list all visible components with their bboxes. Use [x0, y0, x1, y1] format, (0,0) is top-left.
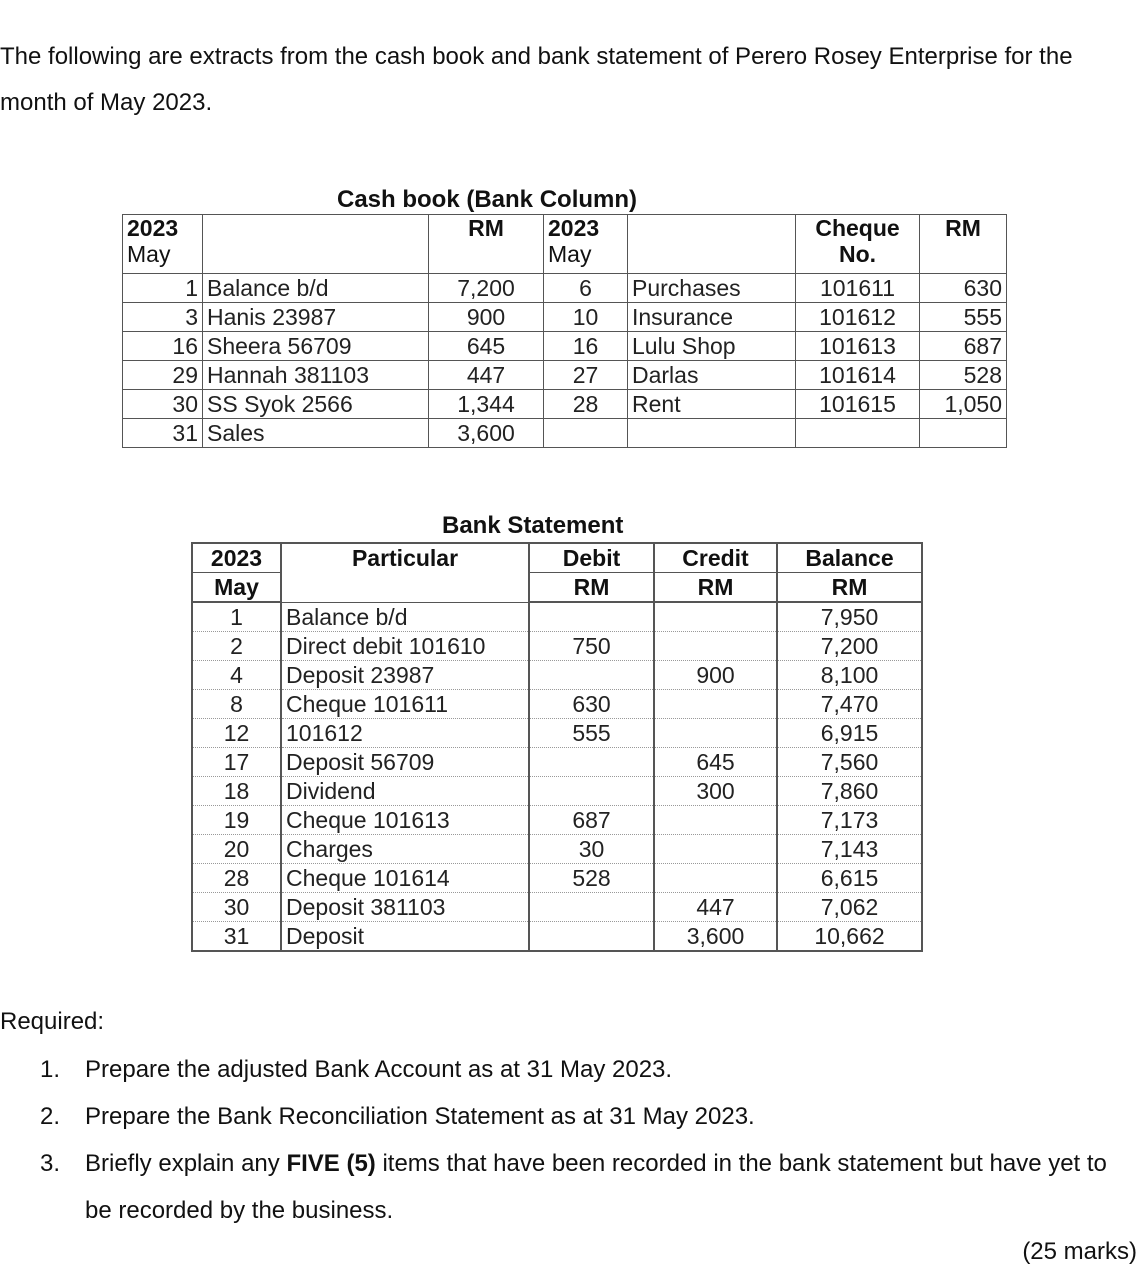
debit-amount-cell: 645: [429, 332, 544, 361]
cash-book-rm-header-right: RM: [920, 215, 1007, 274]
debit-date-cell: 16: [123, 332, 203, 361]
debit-cell: [529, 661, 654, 690]
debit-date-cell: 3: [123, 303, 203, 332]
date-cell: 1: [192, 602, 281, 632]
date-cell: 28: [192, 864, 281, 893]
marks-label: (25 marks): [1022, 1238, 1137, 1265]
required-item: [40, 1046, 1140, 1093]
debit-date-cell: 30: [123, 390, 203, 419]
required-item-text: Prepare the adjusted Bank Account as at 31 May 2023.: [85, 1056, 673, 1083]
date-cell: 19: [192, 806, 281, 835]
particular-cell: Cheque 101613: [281, 806, 529, 835]
month-label: May: [127, 241, 171, 267]
credit-cell: 900: [654, 661, 777, 690]
debit-amount-cell: 900: [429, 303, 544, 332]
required-item: [40, 1140, 1140, 1234]
required-item-number: 2.: [40, 1103, 61, 1130]
cash-book-row: [123, 361, 1007, 390]
credit-cell: 3,600: [654, 922, 777, 952]
required-item-number: 3.: [40, 1150, 61, 1177]
credit-amount-cell: 528: [920, 361, 1007, 390]
bank-statement-row: [192, 922, 922, 952]
debit-cell: [529, 922, 654, 952]
bank-statement-row: [192, 690, 922, 719]
required-list: [40, 1046, 1140, 1234]
bank-credit-rm: RM: [654, 573, 777, 603]
particular-cell: Cheque 101614: [281, 864, 529, 893]
required-item-number: 1.: [40, 1056, 61, 1083]
debit-cell: [529, 602, 654, 632]
cash-book-table: [122, 214, 1007, 448]
cash-book-row: [123, 390, 1007, 419]
particular-cell: Direct debit 101610: [281, 632, 529, 661]
cheque-number-cell: 101614: [796, 361, 920, 390]
debit-particular-cell: Sales: [203, 419, 429, 448]
balance-cell: 7,560: [777, 748, 922, 777]
balance-cell: 6,615: [777, 864, 922, 893]
credit-date-cell: 28: [544, 390, 628, 419]
balance-cell: 7,950: [777, 602, 922, 632]
credit-amount-cell: 555: [920, 303, 1007, 332]
cash-book-date-header-right: [544, 215, 628, 274]
credit-date-cell: [544, 419, 628, 448]
required-item: [40, 1093, 1140, 1140]
bank-statement-title: Bank Statement: [442, 512, 624, 539]
bank-balance-rm: RM: [777, 573, 922, 603]
balance-cell: 10,662: [777, 922, 922, 952]
bank-statement-row: [192, 748, 922, 777]
bank-year-header: 2023: [192, 543, 281, 573]
cash-book-row: [123, 274, 1007, 303]
credit-particular-cell: Insurance: [628, 303, 796, 332]
date-cell: 2: [192, 632, 281, 661]
bank-statement-row: [192, 893, 922, 922]
bank-particular-header: Particular: [281, 543, 529, 602]
debit-cell: 687: [529, 806, 654, 835]
credit-cell: [654, 864, 777, 893]
credit-particular-cell: Darlas: [628, 361, 796, 390]
particular-cell: 101612: [281, 719, 529, 748]
date-cell: 12: [192, 719, 281, 748]
balance-cell: 6,915: [777, 719, 922, 748]
credit-amount-cell: 630: [920, 274, 1007, 303]
bank-statement-table: [191, 542, 923, 952]
bank-credit-header: Credit: [654, 543, 777, 573]
intro-paragraph: The following are extracts from the cash book and bank statement of Perero Rosey Enterprise for the month of May 2023.: [0, 43, 1073, 116]
bank-statement-row: [192, 719, 922, 748]
cash-book-rm-header-left: RM: [429, 215, 544, 274]
cheque-label: Cheque: [815, 215, 900, 241]
credit-date-cell: 10: [544, 303, 628, 332]
cheque-no-label: No.: [838, 241, 877, 267]
particular-cell: Cheque 101611: [281, 690, 529, 719]
credit-date-cell: 6: [544, 274, 628, 303]
cash-book-header-row: [123, 215, 1007, 274]
cash-book-row: [123, 332, 1007, 361]
required-item-emphasis: FIVE (5): [286, 1150, 376, 1177]
year-label: 2023: [548, 215, 600, 241]
credit-particular-cell: Rent: [628, 390, 796, 419]
credit-cell: 300: [654, 777, 777, 806]
balance-cell: 7,173: [777, 806, 922, 835]
debit-cell: 528: [529, 864, 654, 893]
balance-cell: 7,200: [777, 632, 922, 661]
credit-amount-cell: 1,050: [920, 390, 1007, 419]
cheque-number-cell: 101615: [796, 390, 920, 419]
debit-particular-cell: Hannah 381103: [203, 361, 429, 390]
date-cell: 30: [192, 893, 281, 922]
date-cell: 18: [192, 777, 281, 806]
particular-cell: Charges: [281, 835, 529, 864]
required-label: Required:: [0, 1008, 105, 1035]
bank-statement-body: [192, 602, 922, 951]
cash-book-row: [123, 303, 1007, 332]
debit-cell: 30: [529, 835, 654, 864]
cheque-number-cell: 101611: [796, 274, 920, 303]
debit-cell: 750: [529, 632, 654, 661]
bank-month-header: May: [192, 573, 281, 603]
particular-cell: Deposit 56709: [281, 748, 529, 777]
required-item-text: Briefly explain any: [85, 1150, 287, 1177]
debit-date-cell: 29: [123, 361, 203, 390]
bank-statement-row: [192, 602, 922, 632]
bank-balance-header: Balance: [777, 543, 922, 573]
credit-cell: [654, 602, 777, 632]
balance-cell: 8,100: [777, 661, 922, 690]
debit-date-cell: 31: [123, 419, 203, 448]
debit-particular-cell: Hanis 23987: [203, 303, 429, 332]
cheque-number-cell: 101612: [796, 303, 920, 332]
debit-cell: 555: [529, 719, 654, 748]
balance-cell: 7,470: [777, 690, 922, 719]
particular-cell: Deposit: [281, 922, 529, 952]
date-cell: 8: [192, 690, 281, 719]
bank-statement-row: [192, 835, 922, 864]
debit-particular-cell: SS Syok 2566: [203, 390, 429, 419]
bank-debit-header: Debit: [529, 543, 654, 573]
debit-amount-cell: 7,200: [429, 274, 544, 303]
cheque-number-cell: [796, 419, 920, 448]
debit-cell: 630: [529, 690, 654, 719]
particular-cell: Balance b/d: [281, 602, 529, 632]
credit-particular-cell: Lulu Shop: [628, 332, 796, 361]
cash-book-title: Cash book (Bank Column): [337, 186, 638, 213]
credit-amount-cell: [920, 419, 1007, 448]
cash-book-particular-header-left: [203, 215, 429, 274]
debit-amount-cell: 1,344: [429, 390, 544, 419]
debit-date-cell: 1: [123, 274, 203, 303]
debit-particular-cell: Sheera 56709: [203, 332, 429, 361]
bank-statement-row: [192, 632, 922, 661]
required-item-text: Prepare the Bank Reconciliation Statement as at 31 May 2023.: [85, 1103, 755, 1130]
cheque-number-cell: 101613: [796, 332, 920, 361]
particular-cell: Deposit 381103: [281, 893, 529, 922]
cash-book-particular-header-right: [628, 215, 796, 274]
credit-amount-cell: 687: [920, 332, 1007, 361]
bank-statement-row: [192, 864, 922, 893]
month-label: May: [548, 241, 592, 267]
bank-header-row: [192, 543, 922, 573]
credit-date-cell: 16: [544, 332, 628, 361]
credit-cell: [654, 719, 777, 748]
particular-cell: Dividend: [281, 777, 529, 806]
bank-debit-rm: RM: [529, 573, 654, 603]
credit-cell: [654, 806, 777, 835]
credit-cell: 447: [654, 893, 777, 922]
balance-cell: 7,143: [777, 835, 922, 864]
required-item-text: items that have been recorded in the bank statement but have yet to be recorded by the business.: [85, 1150, 1107, 1224]
debit-cell: [529, 777, 654, 806]
date-cell: 20: [192, 835, 281, 864]
credit-cell: [654, 690, 777, 719]
date-cell: 31: [192, 922, 281, 952]
date-cell: 17: [192, 748, 281, 777]
particular-cell: Deposit 23987: [281, 661, 529, 690]
credit-date-cell: 27: [544, 361, 628, 390]
credit-particular-cell: [628, 419, 796, 448]
cash-book-cheque-header: [796, 215, 920, 274]
bank-statement-row: [192, 777, 922, 806]
year-label: 2023: [127, 215, 179, 241]
debit-amount-cell: 447: [429, 361, 544, 390]
credit-cell: [654, 835, 777, 864]
debit-cell: [529, 893, 654, 922]
credit-cell: 645: [654, 748, 777, 777]
debit-particular-cell: Balance b/d: [203, 274, 429, 303]
credit-particular-cell: Purchases: [628, 274, 796, 303]
balance-cell: 7,062: [777, 893, 922, 922]
bank-statement-row: [192, 661, 922, 690]
balance-cell: 7,860: [777, 777, 922, 806]
debit-amount-cell: 3,600: [429, 419, 544, 448]
cash-book-body: [123, 274, 1007, 448]
date-cell: 4: [192, 661, 281, 690]
cash-book-row: [123, 419, 1007, 448]
debit-cell: [529, 748, 654, 777]
cash-book-date-header-left: [123, 215, 203, 274]
bank-statement-row: [192, 806, 922, 835]
credit-cell: [654, 632, 777, 661]
